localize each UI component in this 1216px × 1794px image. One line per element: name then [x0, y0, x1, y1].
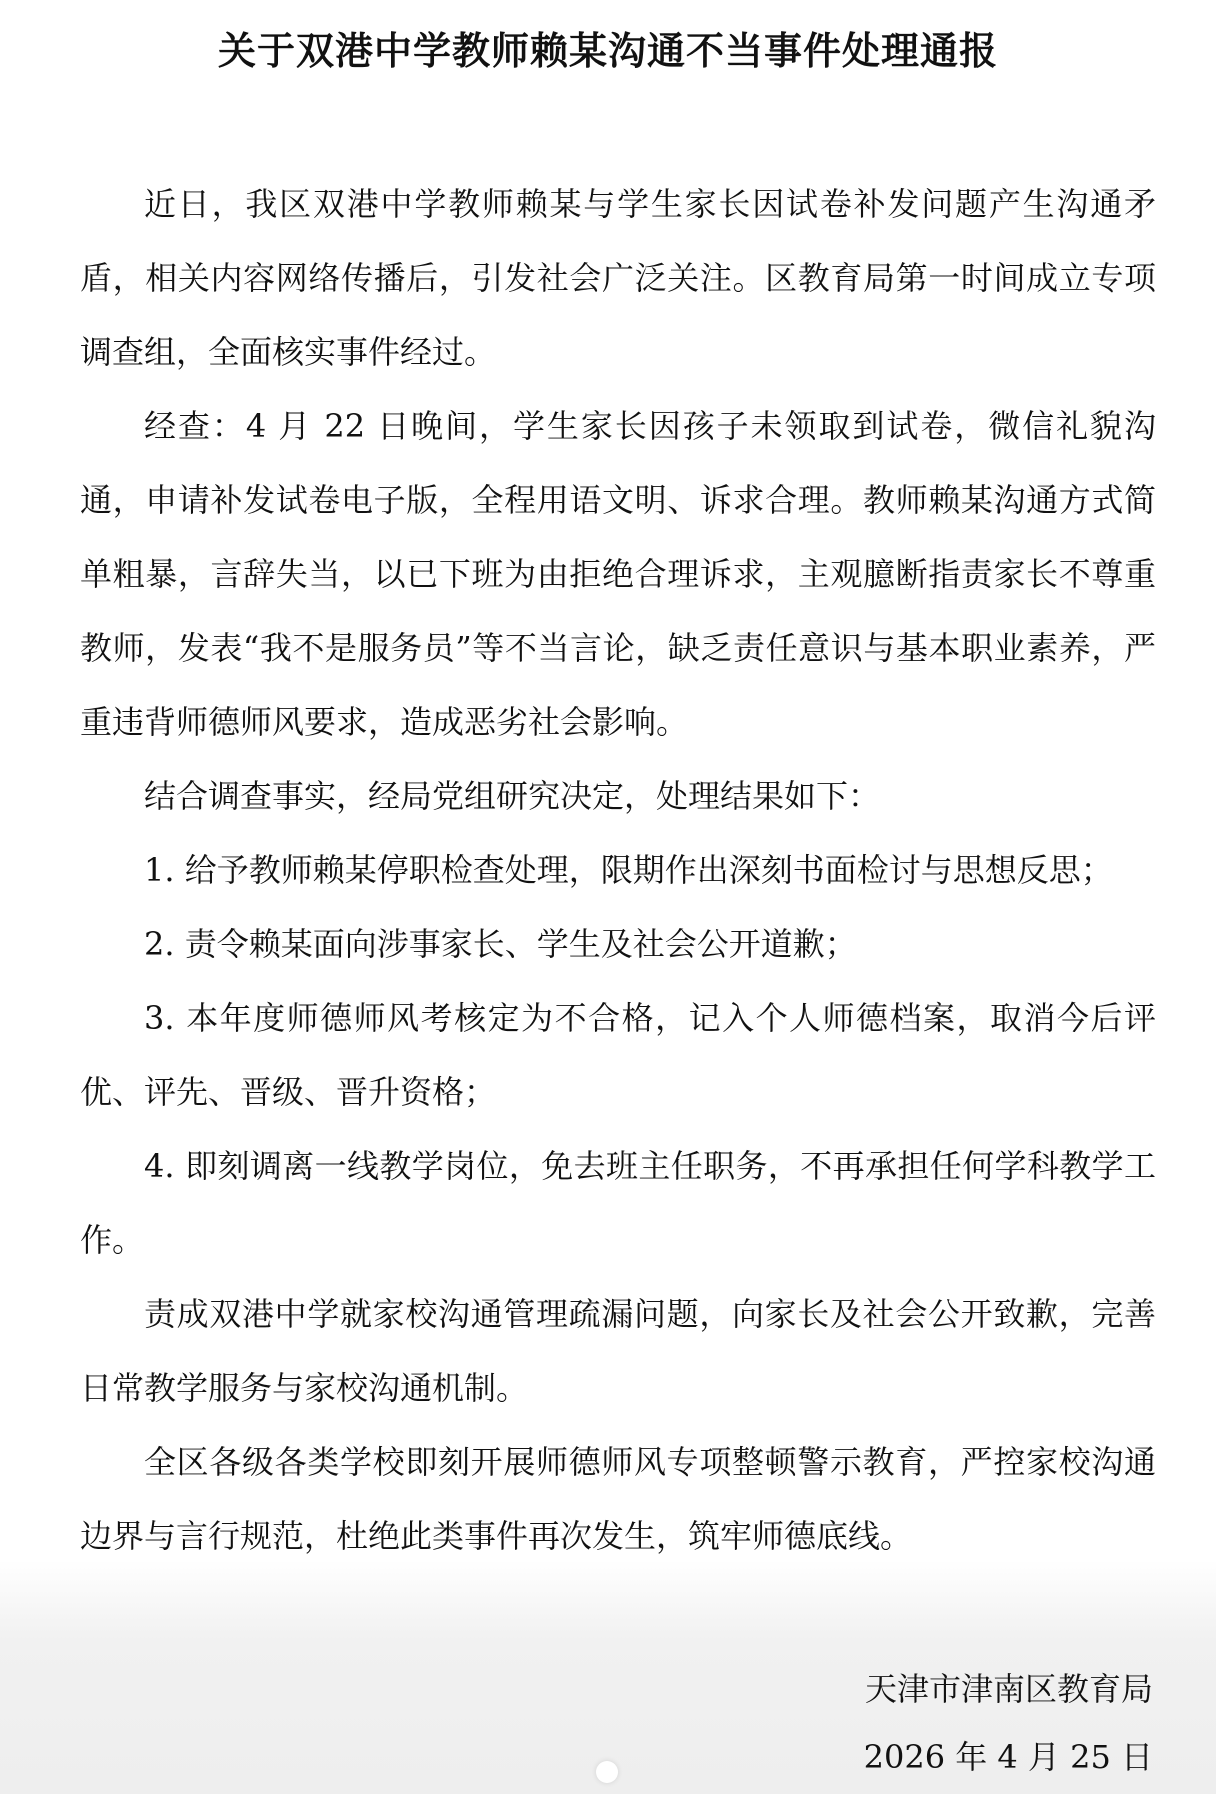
document-title: 关于双港中学教师赖某沟通不当事件处理通报 [217, 28, 998, 73]
decision-item-4: 4. 即刻调离一线教学岗位，免去班主任职务，不再承担任何学科教学工作。 [80, 1147, 1156, 1259]
paragraph-findings: 经查：4 月 22 日晚间，学生家长因孩子未领取到试卷，微信礼貌沟通，申请补发试卷电子版，全程用语文明、诉求合理。教师赖某沟通方式简单粗暴，言辞失当，以已下班为由拒绝合理诉求，主观臆断指责家长不尊重教师，发表“我不是服务员”等不当言论，缺乏责任意识与基本职业素养，严重违背师德师风要求，造成恶劣社会影响。 [80, 407, 1156, 741]
paragraph-background: 近日，我区双港中学教师赖某与学生家长因试卷补发问题产生沟通矛盾，相关内容网络传播后，引发社会广泛关注。区教育局第一时间成立专项调查组，全面核实事件经过。 [80, 185, 1156, 371]
page-indicator-dot[interactable] [596, 1761, 618, 1783]
decision-item-1: 1. 给予教师赖某停职检查处理，限期作出深刻书面检讨与思想反思； [144, 851, 1113, 889]
paragraph-school-responsibility: 责成双港中学就家校沟通管理疏漏问题，向家长及社会公开致歉，完善日常教学服务与家校沟通机制。 [80, 1295, 1156, 1407]
paragraph-decision-intro: 结合调查事实，经局党组研究决定，处理结果如下： [144, 777, 881, 815]
paragraph-district-rectification: 全区各级各类学校即刻开展师德师风专项整顿警示教育，严控家校沟通边界与言行规范，杜绝此类事件再次发生，筑牢师德底线。 [80, 1443, 1156, 1555]
decision-item-3: 3. 本年度师德师风考核定为不合格，记入个人师德档案，取消今后评优、评先、晋级、晋升资格； [80, 999, 1156, 1111]
issuer-signature: 天津市津南区教育局 [864, 1670, 1153, 1708]
issue-date: 2026 年 4 月 25 日 [863, 1738, 1153, 1776]
decision-item-2: 2. 责令赖某面向涉事家长、学生及社会公开道歉； [144, 925, 857, 963]
document-body [80, 167, 1156, 1573]
